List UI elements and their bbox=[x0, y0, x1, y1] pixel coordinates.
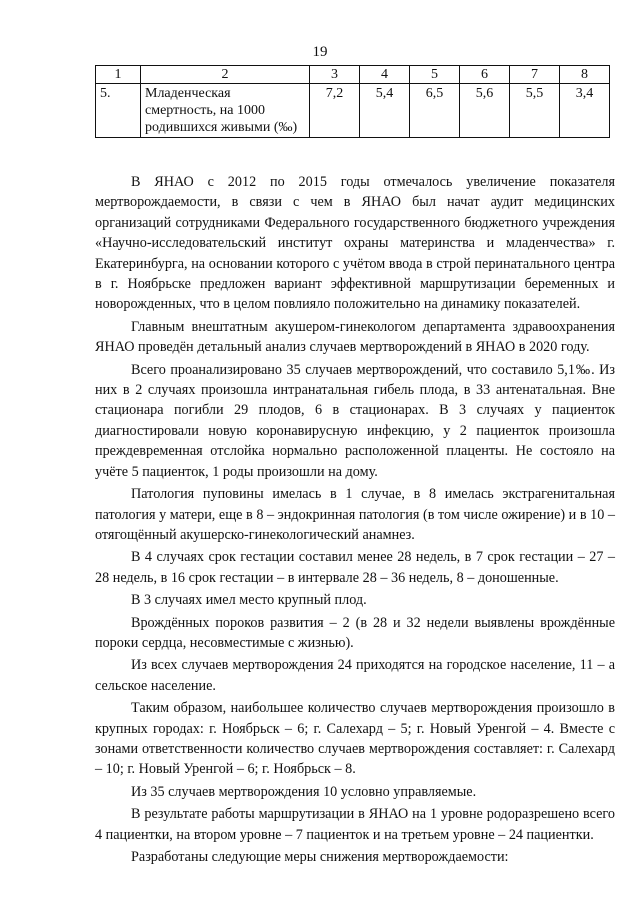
table-cell: 6,5 bbox=[410, 84, 460, 138]
table-header-cell: 1 bbox=[96, 66, 141, 84]
paragraph: Из всех случаев мертворождения 24 приходятся на городское население, 11 – а сельское население. bbox=[95, 657, 615, 694]
table-header-row bbox=[96, 66, 610, 84]
paragraph: Врождённых пороков развития – 2 (в 28 и 32 недели выявлены врождённые пороки сердца, несовместимые с жизнью). bbox=[95, 614, 615, 651]
page-number: 19 bbox=[312, 44, 328, 60]
paragraph: Таким образом, наибольшее количество случаев мертворождения произошло в крупных городах: г. Ноябрьск – 6; г. Салехард – 5; г. Новый Уренгой – 4. Вместе с зонами ответственности количество случаев мертворождения составляет: г. Салехард – 10; г. Новый Уренгой – 6; г. Ноябрьск – 8. bbox=[95, 700, 615, 778]
paragraph: В 4 случаях срок гестации составил менее 28 недель, в 7 срок гестации – 27 – 28 недель, в 16 срок гестации – в интервале 28 – 36 недель, 8 – доношенные. bbox=[95, 549, 615, 586]
paragraph: В 3 случаях имел место крупный плод. bbox=[131, 592, 367, 609]
indicator-table bbox=[95, 65, 610, 138]
paragraph: Главным внештатным акушером-гинекологом департамента здравоохранения ЯНАО проведён детальный анализ случаев мертворождений в ЯНАО в 2020 году. bbox=[95, 318, 615, 356]
paragraph: Из 35 случаев мертворождения 10 условно управляемые. bbox=[131, 783, 477, 800]
table-cell: 3,4 bbox=[560, 84, 610, 138]
table-header-cell: 7 bbox=[510, 66, 560, 84]
paragraph: Всего проанализировано 35 случаев мертворождений, что составило 5,1‰. Из них в 2 случаях произошла интранатальная гибель плода, в 33 антенатальная. Вне стационара погибли 29 плодов, 6 в стационарах. В 3 случаях у пациенток диагностировали новую коронавирусную инфекцию, у 2 пациенток произошла преждевременная отслойка нормально расположенной плаценты. Не состояло на учёте 5 пациенток, 1 роды произошли на дому. bbox=[95, 361, 615, 480]
paragraph: В результате работы маршрутизации в ЯНАО на 1 уровне родоразрешено всего 4 пациентки, на втором уровне – 7 пациенток и на третьем уровне – 24 пациентки. bbox=[95, 806, 615, 843]
paragraph: Патология пуповины имелась в 1 случае, в 8 имелась экстрагенитальная патология у матери, еще в 8 – эндокринная патология (в том числе ожирение) и в 10 – отягощённый акушерско-гинекологический анамнез. bbox=[95, 486, 615, 543]
document-body bbox=[95, 172, 615, 867]
table-header-cell: 4 bbox=[360, 66, 410, 84]
table-cell: 5,4 bbox=[360, 84, 410, 138]
table-header-cell: 6 bbox=[460, 66, 510, 84]
table-row bbox=[96, 84, 610, 138]
table-cell: 5,5 bbox=[510, 84, 560, 138]
row-number: 5. bbox=[96, 84, 141, 138]
table-header-cell: 2 bbox=[141, 66, 310, 84]
table-cell: 5,6 bbox=[460, 84, 510, 138]
paragraph: Разработаны следующие меры снижения мертворождаемости: bbox=[131, 849, 509, 865]
table-header-cell: 8 bbox=[560, 66, 610, 84]
paragraph: В ЯНАО с 2012 по 2015 годы отмечалось увеличение показателя мертворождаемости, в связи с чем в ЯНАО был начат аудит медицинских организаций сотрудниками Федерального государственного бюджетного учреждения «Научно-исследовательский институт охраны материнства и младенчества» г. Екатеринбурга, на основании которого с учётом ввода в строй перинатального центра в г. Ноябрьске предложен вариант эффективной маршрутизации беременных и новорожденных, что в целом повлияло положительно на динамику показателей. bbox=[95, 174, 615, 313]
table-header-cell: 3 bbox=[310, 66, 360, 84]
table-header-cell: 5 bbox=[410, 66, 460, 84]
indicator-name: Младенческая смертность, на 1000 родившихся живыми (‰) bbox=[141, 84, 310, 138]
table-cell: 7,2 bbox=[310, 84, 360, 138]
